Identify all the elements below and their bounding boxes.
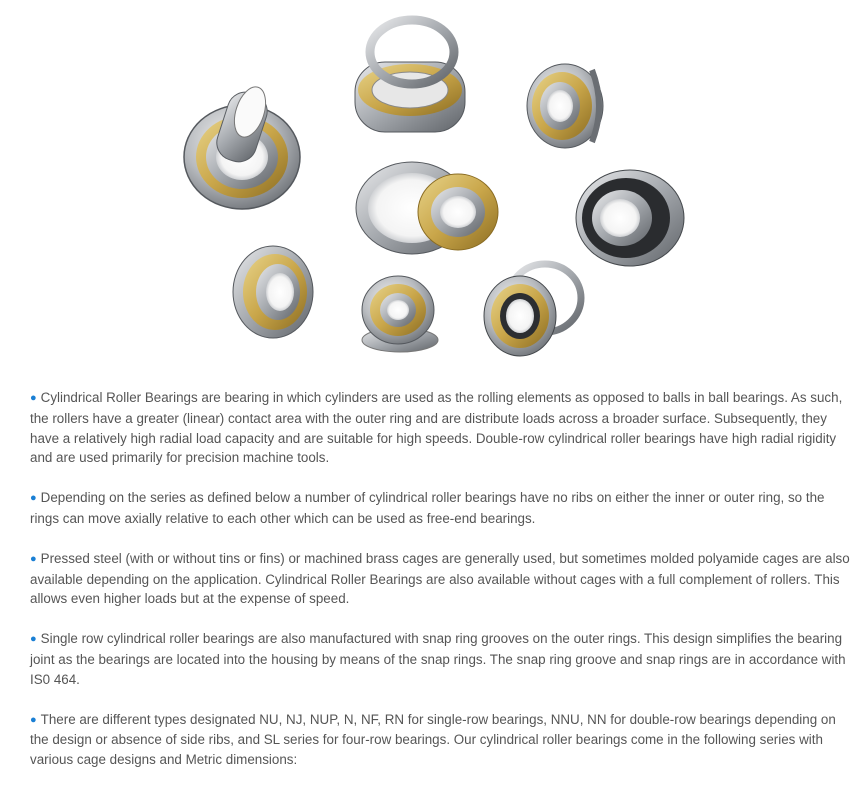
paragraph-intro: [30, 388, 850, 468]
bearings-product-image: [0, 0, 854, 372]
paragraph-text: There are different types designated NU, NJ, NUP, N, NF, RN for single-row bearings, NNU, NN for double-row bearings depending on the design or absence of side ribs, and SL series for four-row bearings. Our cylindrical roller bearings come in the following series with various cage designs and Metric dimensions:: [30, 711, 836, 768]
paragraph-text: Depending on the series as defined below a number of cylindrical roller bearings have no ribs on either the inner or outer ring, so the rings can move axially relative to each other which can be used as free-end bearings.: [30, 490, 825, 526]
bullet-icon: ●: [30, 713, 37, 726]
bearing-top-right: [527, 64, 603, 148]
bullet-icon: ●: [30, 552, 37, 565]
bearing-bottom-right: [484, 264, 581, 356]
bullet-icon: ●: [30, 633, 37, 646]
bearing-bottom-center: [362, 276, 438, 352]
paragraph-cages: [30, 549, 850, 609]
paragraph-text: Pressed steel (with or without tins or fins) or machined brass cages are generally used, but sometimes molded polyamide cages are also available depending on the application. Cylindrical Roller Bearings are also available without cages with a full complement of rollers. This allows even higher loads but at the expense of speed.: [30, 550, 850, 607]
bearing-right-sealed: [576, 170, 684, 266]
paragraph-snap-rings: [30, 629, 850, 689]
bearing-center: [356, 162, 498, 254]
bearing-top-center: [355, 20, 465, 132]
description-content: [30, 388, 850, 790]
paragraph-ribs: [30, 488, 850, 529]
paragraph-types: [30, 710, 850, 770]
bullet-icon: ●: [30, 492, 37, 505]
paragraph-text: Single row cylindrical roller bearings are also manufactured with snap ring grooves on the outer rings. This design simplifies the bearing joint as the bearings are located into the housing by means of the snap rings. The snap ring groove and snap rings are in accordance with IS0 464.: [30, 631, 846, 687]
bearing-left-large: [184, 83, 300, 209]
bearing-bottom-left: [233, 246, 313, 338]
paragraph-text: Cylindrical Roller Bearings are bearing in which cylinders are used as the rolling elements as opposed to balls in ball bearings. As such, the rollers have a greater (linear) contact area with the outer ring and are distribute loads across a broader surface. Subsequently, they have a relatively high radial load capacity and are suitable for high speeds. Double-row cylindrical roller bearings have high radial rigidity and are used primarily for precision machine tools.: [30, 390, 843, 466]
bullet-icon: ●: [30, 392, 37, 404]
